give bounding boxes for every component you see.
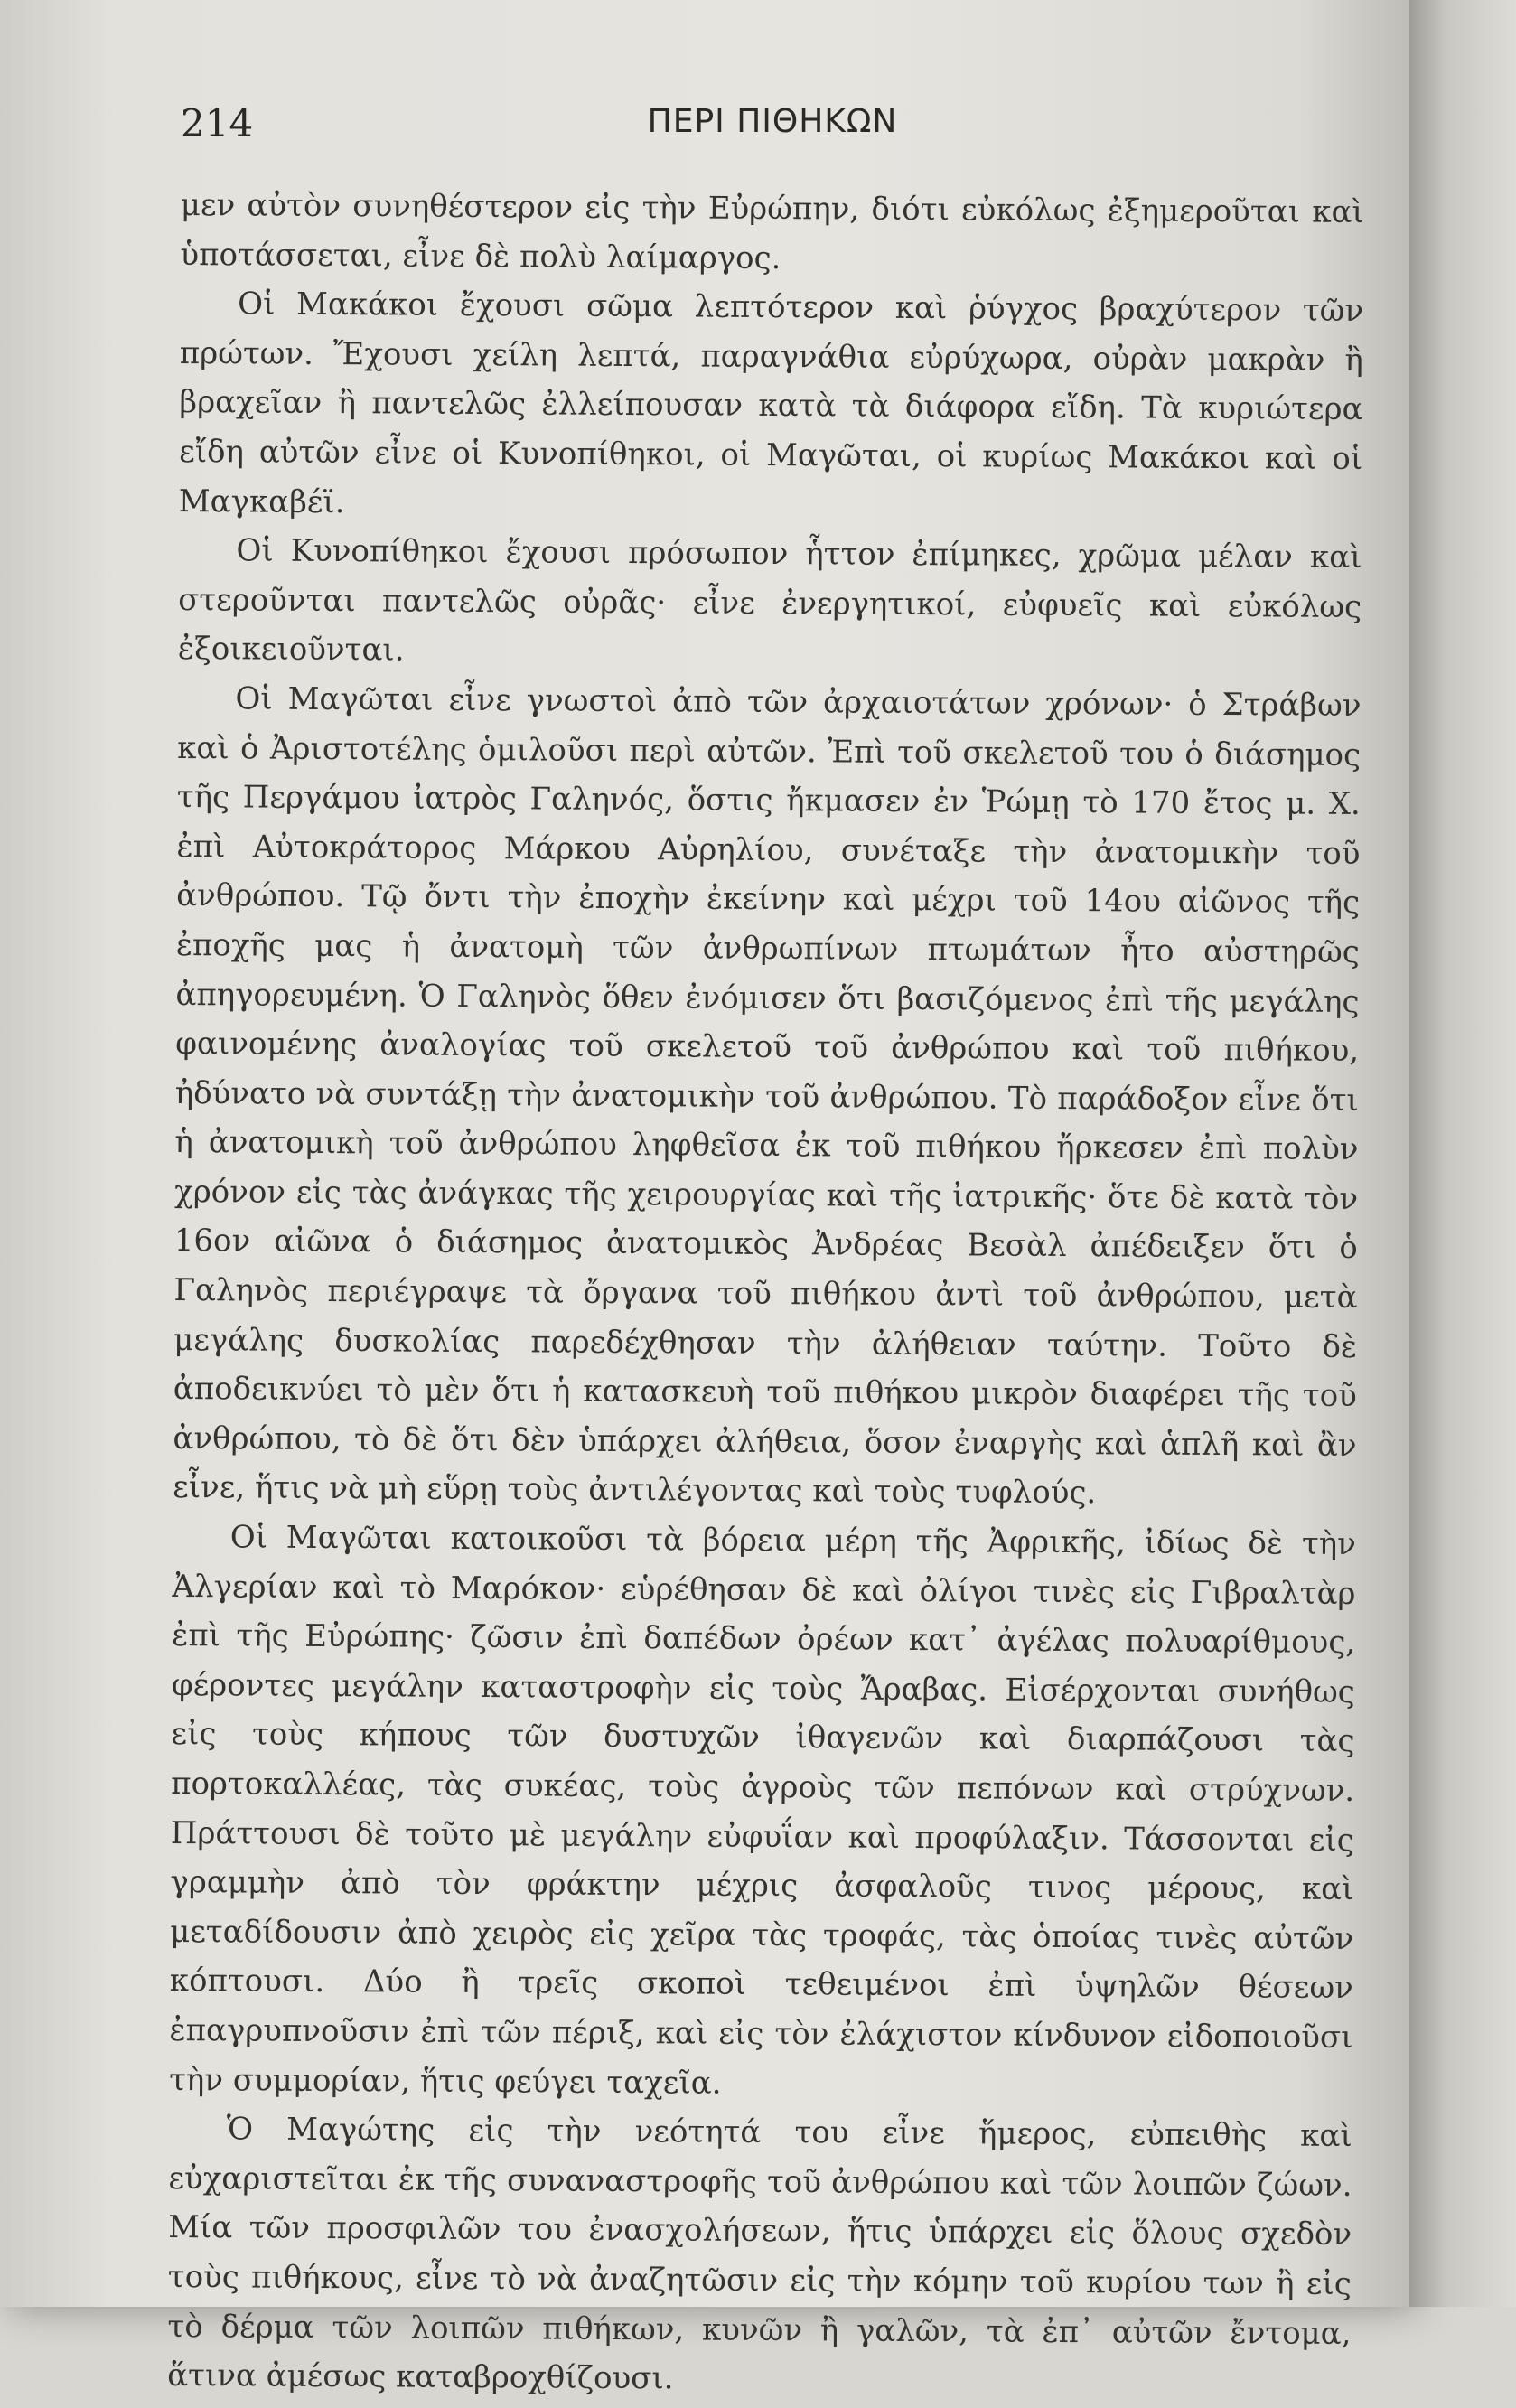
- paragraph-continued: μεν αὐτὸν συνηθέστερον εἰς τὴν Εὐρώπην, διότι εὐκόλως ἐξημεροῦται καὶ ὑποτάσσεται, εἶνε δὲ πολὺ λαίμαργος.: [180, 186, 1364, 276]
- facing-page-edge: [1409, 0, 1516, 2307]
- page-number: 214: [181, 101, 254, 145]
- body-text: [167, 181, 1364, 2408]
- paragraph: Οἱ Μαγῶται εἶνε γνωστοὶ ἀπὸ τῶν ἀρχαιοτάτων χρόνων· ὁ Στράβων καὶ ὁ Ἀριστοτέλης ὁμιλοῦσι περὶ αὐτῶν. Ἐπὶ τοῦ σκελετοῦ του ὁ διάσημος τῆς Περγάμου ἰατρὸς Γαληνός, ὅστις ἤκμασεν ἐν Ῥώμῃ τὸ 170 ἔτος μ. Χ. ἐπὶ Αὐτοκράτορος Μάρκου Αὐρηλίου, συνέταξε τὴν ἀνατομικὴν τοῦ ἀνθρώπου. Τῷ ὄντι τὴν ἐποχὴν ἐκείνην καὶ μέχρι τοῦ 14ου αἰῶνος τῆς ἐποχῆς μας ἡ ἀνατομὴ τῶν ἀνθρωπίνων πτωμάτων ἦτο αὐστηρῶς ἀπηγορευμένη. Ὁ Γαληνὸς ὅθεν ἐνόμισεν ὅτι βασιζόμενος ἐπὶ τῆς μεγάλης φαινομένης ἀναλογίας τοῦ σκελετοῦ τοῦ ἀνθρώπου καὶ τοῦ πιθήκου, ἠδύνατο νὰ συντάξῃ τὴν ἀνατομικὴν τοῦ ἀνθρώπου. Τὸ παράδοξον εἶνε ὅτι ἡ ἀνατομικὴ τοῦ ἀνθρώπου ληφθεῖσα ἐκ τοῦ πιθήκου ἤρκεσεν ἐπὶ πολὺν χρόνον εἰς τὰς ἀνάγκας τῆς χειρουργίας καὶ τῆς ἰατρικῆς· ὅτε δὲ κατὰ τὸν 16ον αἰῶνα ὁ διάσημος ἀνατομικὸς Ἀνδρέας Βεσὰλ ἀπέδειξεν ὅτι ὁ Γαληνὸς περιέγραψε τὰ ὄργανα τοῦ πιθήκου ἀντὶ τοῦ ἀνθρώπου, μετὰ μεγάλης δυσκολίας παρεδέχθησαν τὴν ἀλήθειαν ταύτην. Τοῦτο δὲ ἀποδεικνύει τὸ μὲν ὅτι ἡ κατασκευὴ τοῦ πιθήκου μικρὸν διαφέρει τῆς τοῦ ἀνθρώπου, τὸ δὲ ὅτι δὲν ὑπάρχει ἀλήθεια, ὅσον ἐναργὴς καὶ ἁπλῆ καὶ ἂν εἶνε, ἥτις νὰ μὴ εὕρῃ τοὺς ἀντιλέγοντας καὶ τοὺς τυφλούς.: [173, 680, 1362, 1512]
- paragraph: Οἱ Μαγῶται κατοικοῦσι τὰ βόρεια μέρη τῆς Ἀφρικῆς, ἰδίως δὲ τὴν Ἀλγερίαν καὶ τὸ Μαρόκον· εὑρέθησαν δὲ καὶ ὀλίγοι τινὲς εἰς Γιβραλτὰρ ἐπὶ τῆς Εὐρώπης· ζῶσιν ἐπὶ δαπέδων ὀρέων κατ᾽ ἀγέλας πολυαρίθμους, φέροντες μεγάλην καταστροφὴν εἰς τοὺς Ἄραβας. Εἰσέρχονται συνήθως εἰς τοὺς κήπους τῶν δυστυχῶν ἰθαγενῶν καὶ διαρπάζουσι τὰς πορτοκαλλέας, τὰς συκέας, τοὺς ἀγροὺς τῶν πεπόνων καὶ στρύχνων. Πράττουσι δὲ τοῦτο μὲ μεγάλην εὐφυΐαν καὶ προφύλαξιν. Τάσσονται εἰς γραμμὴν ἀπὸ τὸν φράκτην μέχρις ἀσφαλοῦς τινος μέρους, καὶ μεταδίδουσιν ἀπὸ χειρὸς εἰς χεῖρα τὰς τροφάς, τὰς ὁποίας τινὲς αὐτῶν κόπτουσι. Δύο ἢ τρεῖς σκοποὶ τεθειμένοι ἐπὶ ὑψηλῶν θέσεων ἐπαγρυπνοῦσιν ἐπὶ τῶν πέριξ, καὶ εἰς τὸν ἐλάχιστον κίνδυνον εἰδοποιοῦσι τὴν συμμορίαν, ἥτις φεύγει ταχεῖα.: [169, 1519, 1356, 2102]
- running-title: ΠΕΡΙ ΠΙΘΗΚΩΝ: [647, 103, 898, 140]
- paragraph: Οἱ Κυνοπίθηκοι ἔχουσι πρόσωπον ἧττον ἐπίμηκες, χρῶμα μέλαν καὶ στεροῦνται παντελῶς οὐρᾶς· εἶνε ἐνεργητικοί, εὐφυεῖς καὶ εὐκόλως ἐξοικειοῦνται.: [177, 532, 1362, 669]
- paragraph: Οἱ Μακάκοι ἔχουσι σῶμα λεπτότερον καὶ ῥύγχος βραχύτερον τῶν πρώτων. Ἔχουσι χείλη λεπτά, παραγνάθια εὐρύχωρα, οὐρὰν μακρὰν ἢ βραχεῖαν ἢ παντελῶς ἐλλείπουσαν κατὰ τὰ διάφορα εἴδη. Τὰ κυριώτερα εἴδη αὐτῶν εἶνε οἱ Κυνοπίθηκοι, οἱ Μαγῶται, οἱ κυρίως Μακάκοι καὶ οἱ Μαγκαβέϊ.: [178, 286, 1364, 520]
- page-header: [181, 101, 1364, 155]
- paragraph: Ὁ Μαγώτης εἰς τὴν νεότητά του εἶνε ἥμερος, εὐπειθὴς καὶ εὐχαριστεῖται ἐκ τῆς συναναστροφῆς τοῦ ἀνθρώπου καὶ τῶν λοιπῶν ζώων. Μία τῶν προσφιλῶν του ἐνασχολήσεων, ἥτις ὑπάρχει εἰς ὅλους σχεδὸν τοὺς πιθήκους, εἶνε τὸ νὰ ἀναζητῶσιν εἰς τὴν κόμην τοῦ κυρίου των ἢ εἰς τὸ δέρμα τῶν λοιπῶν πιθήκων, κυνῶν ἢ γαλῶν, τὰ ἐπ᾽ αὐτῶν ἔντομα, ἅτινα ἀμέσως καταβροχθίζουσι.: [167, 2111, 1352, 2397]
